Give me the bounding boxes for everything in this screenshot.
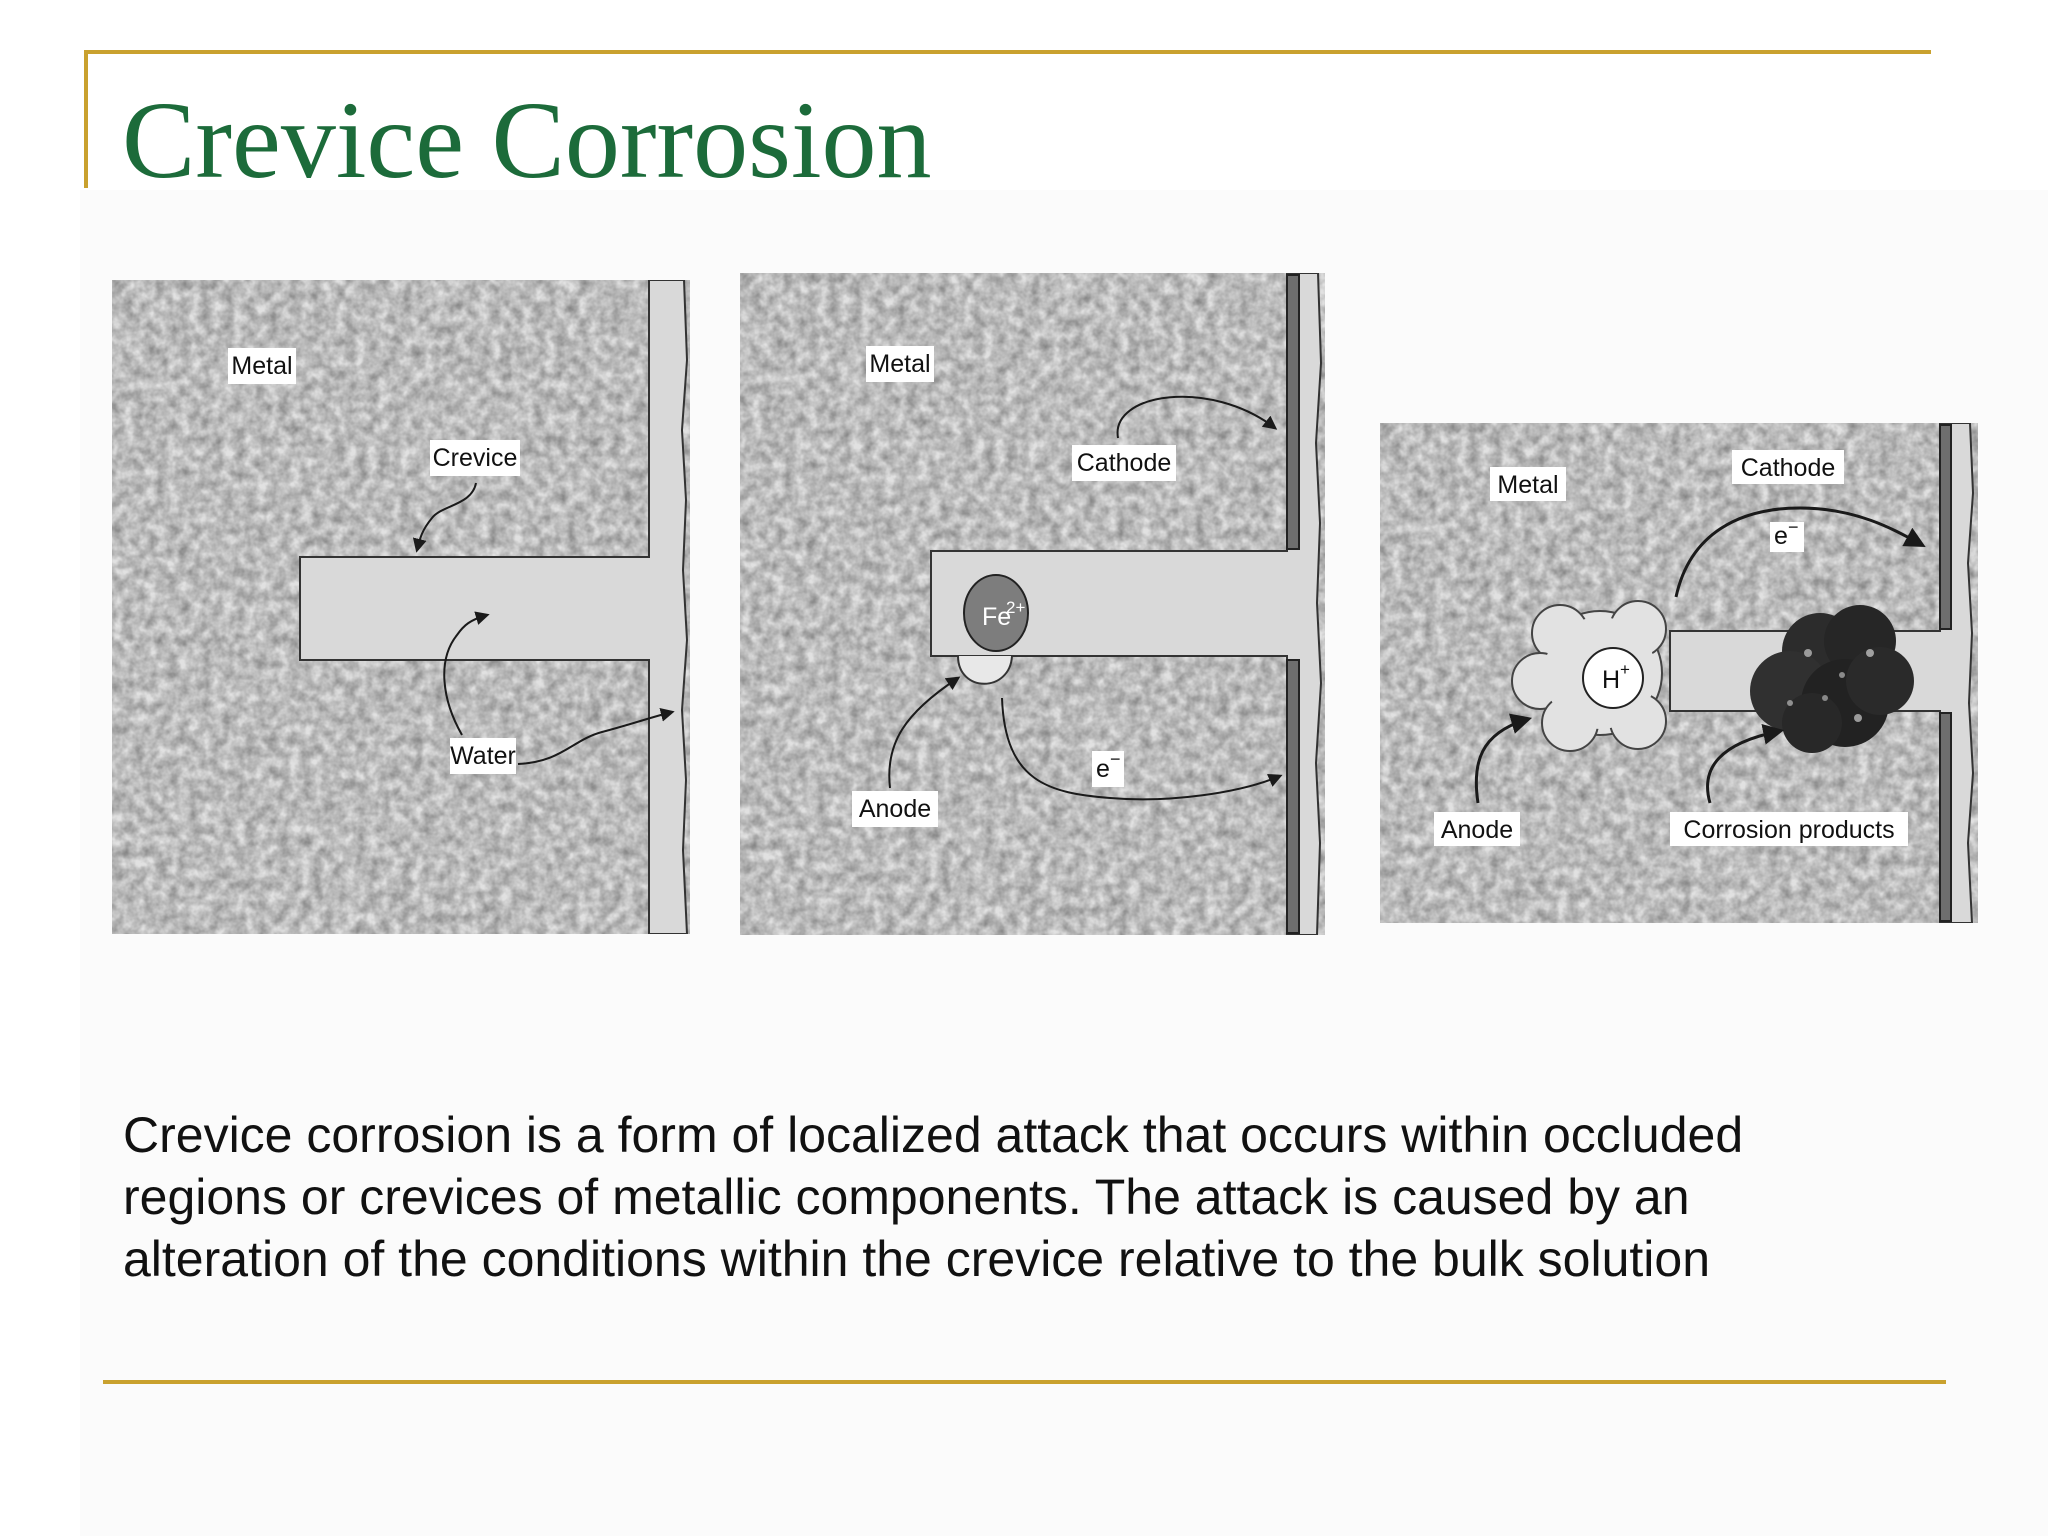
svg-text:Anode: Anode <box>1440 816 1514 844</box>
metal-label-tag <box>866 346 934 382</box>
anode-label-tag <box>852 791 938 827</box>
svg-text:−: − <box>1788 517 1799 537</box>
cathode-strip-upper <box>1287 275 1299 549</box>
hydrogen-ion <box>1583 648 1643 708</box>
svg-text:H: H <box>1602 666 1621 694</box>
corrosion-products-label-tag <box>1670 812 1908 846</box>
cathode-label-tag <box>1072 445 1176 481</box>
metal-label-tag <box>228 348 296 384</box>
cathode-strip-lower <box>1287 660 1299 933</box>
svg-text:e: e <box>1096 755 1110 783</box>
fe-ion <box>964 575 1028 651</box>
svg-text:Corrosion products: Corrosion products <box>1683 816 1895 844</box>
diagram-corrosion-products <box>1380 423 1978 923</box>
cathode-label-tag <box>1732 450 1844 484</box>
svg-text:Metal: Metal <box>869 350 931 378</box>
cathode-strip-lower <box>1940 713 1951 921</box>
left-rule <box>84 50 88 188</box>
svg-text:Cathode: Cathode <box>1076 449 1172 477</box>
top-rule <box>84 50 1931 54</box>
water-label-tag <box>450 738 516 774</box>
electron-label-tag <box>1092 749 1124 787</box>
cathode-strip-upper <box>1940 425 1951 629</box>
svg-text:Cathode: Cathode <box>1740 454 1836 482</box>
diagram-crevice-formation <box>112 280 690 934</box>
svg-text:Metal: Metal <box>1497 471 1559 499</box>
svg-text:Water: Water <box>450 742 516 770</box>
svg-text:2+: 2+ <box>1006 598 1026 617</box>
crevice-label-tag <box>430 440 520 476</box>
svg-text:e: e <box>1774 522 1788 550</box>
svg-text:+: + <box>1620 660 1630 679</box>
svg-text:Fe: Fe <box>982 603 1012 631</box>
svg-text:Crevice: Crevice <box>432 444 518 472</box>
metal-label-tag <box>1490 467 1566 501</box>
electron-label-tag <box>1770 517 1804 552</box>
svg-text:Metal: Metal <box>231 352 293 380</box>
diagram-electrochemical-cell <box>740 273 1325 935</box>
svg-text:−: − <box>1110 749 1121 769</box>
slide-body-text: Crevice corrosion is a form of localized attack that occurs within occluded regions or crevices of metallic components. The attack is caused by an alteration of the conditions within the crevice relative to the bulk solution <box>123 1107 1744 1287</box>
anode-label-tag <box>1434 812 1520 846</box>
svg-text:Anode: Anode <box>858 795 932 823</box>
slide-title: Crevice Corrosion <box>122 79 932 201</box>
bottom-rule <box>103 1380 1946 1384</box>
